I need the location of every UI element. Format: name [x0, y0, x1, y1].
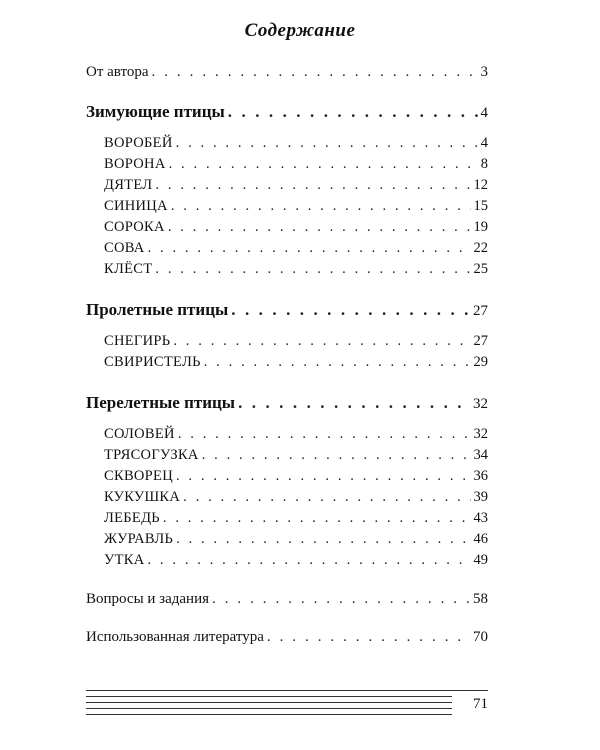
toc-item-label: ВОРОБЕЙ	[104, 135, 173, 151]
toc-item-label: УТКА	[104, 552, 145, 568]
dot-leader	[176, 468, 471, 485]
toc-item[interactable]	[86, 447, 488, 468]
toc-item-page: 19	[473, 219, 488, 235]
toc-item[interactable]	[86, 333, 488, 354]
toc-item-page: 27	[473, 333, 488, 349]
dot-leader	[204, 354, 471, 371]
toc-section-label: Зимующие птицы	[86, 102, 225, 121]
dot-leader	[228, 102, 478, 122]
toc-item-page: 22	[473, 240, 488, 256]
toc-item-label: СНЕГИРЬ	[104, 333, 171, 349]
dot-leader	[231, 300, 470, 320]
toc-section-page: 32	[473, 396, 488, 412]
toc-item-page: 36	[473, 468, 488, 484]
toc-entry-page: 70	[473, 629, 488, 645]
dot-leader	[152, 64, 478, 81]
dot-leader	[183, 489, 470, 506]
dot-leader	[163, 510, 471, 527]
toc-item[interactable]	[86, 552, 488, 573]
toc-item-label: ДЯТЕЛ	[104, 177, 153, 193]
toc-entry-author[interactable]	[86, 64, 488, 85]
toc-item-label: СОРОКА	[104, 219, 165, 235]
toc-item[interactable]	[86, 510, 488, 531]
toc-entry-page: 58	[473, 591, 488, 607]
toc-item-label: КУКУШКА	[104, 489, 181, 505]
toc-item-page: 4	[480, 135, 488, 151]
toc-entry-label: Вопросы и задания	[86, 591, 209, 607]
dot-leader	[176, 135, 478, 152]
toc-entry-literature[interactable]	[86, 629, 488, 650]
dot-leader	[238, 393, 470, 413]
toc-entry-label: От автора	[86, 64, 149, 80]
toc-item[interactable]	[86, 354, 488, 375]
toc-item-label: КЛЁСТ	[104, 261, 153, 277]
toc-section-page: 4	[480, 105, 488, 121]
toc-item-page: 8	[480, 156, 488, 172]
toc-item[interactable]	[86, 426, 488, 447]
dot-leader	[148, 240, 471, 257]
toc-item-label: ЛЕБЕДЬ	[104, 510, 160, 526]
dot-leader	[155, 177, 470, 194]
toc-item-page: 32	[473, 426, 488, 442]
toc-item-label: ВОРОНА	[104, 156, 166, 172]
toc-entry-page: 3	[480, 64, 488, 80]
toc-item[interactable]	[86, 219, 488, 240]
toc-section-transit-birds[interactable]	[86, 300, 488, 324]
toc-item-page: 49	[473, 552, 488, 568]
dot-leader	[178, 426, 471, 443]
footer-rule-lines	[86, 690, 488, 720]
toc-entry-questions[interactable]	[86, 591, 488, 612]
dot-leader	[168, 219, 471, 236]
toc-item-page: 25	[473, 261, 488, 277]
dot-leader	[176, 531, 470, 548]
toc-item[interactable]	[86, 489, 488, 510]
dot-leader	[202, 447, 471, 464]
toc-section-migratory-birds[interactable]	[86, 393, 488, 417]
toc-item[interactable]	[86, 261, 488, 282]
toc-item[interactable]	[86, 468, 488, 489]
toc-section-label: Пролетные птицы	[86, 300, 229, 319]
dot-leader	[155, 261, 470, 278]
toc-item-page: 15	[473, 198, 488, 214]
toc-item-label: СКВОРЕЦ	[104, 468, 173, 484]
toc-entry-label: Использованная литература	[86, 629, 264, 645]
toc-item[interactable]	[86, 135, 488, 156]
dot-leader	[171, 198, 471, 215]
toc-item[interactable]	[86, 177, 488, 198]
dot-leader	[173, 333, 470, 350]
toc-item-page: 39	[473, 489, 488, 505]
toc-item[interactable]	[86, 240, 488, 261]
dot-leader	[169, 156, 478, 173]
toc-item-label: ТРЯСОГУЗКА	[104, 447, 199, 463]
toc-item-page: 29	[473, 354, 488, 370]
toc-item-label: СОВА	[104, 240, 145, 256]
toc-item[interactable]	[86, 156, 488, 177]
toc-item-page: 43	[473, 510, 488, 526]
dot-leader	[212, 591, 470, 608]
toc-item-page: 12	[473, 177, 488, 193]
page-number: 71	[473, 696, 488, 712]
table-of-contents	[86, 64, 488, 650]
page-title: Содержание	[244, 20, 356, 41]
toc-section-winter-birds[interactable]	[86, 102, 488, 126]
toc-item-label: ЖУРАВЛЬ	[104, 531, 174, 547]
toc-item-label: СИНИЦА	[104, 198, 168, 214]
toc-item[interactable]	[86, 198, 488, 219]
toc-item-label: СОЛОВЕЙ	[104, 426, 175, 442]
dot-leader	[147, 552, 470, 569]
toc-section-page: 27	[473, 303, 488, 319]
toc-item-page: 46	[473, 531, 488, 547]
toc-item[interactable]	[86, 531, 488, 552]
toc-section-label: Перелетные птицы	[86, 393, 236, 412]
toc-item-page: 34	[473, 447, 488, 463]
dot-leader	[267, 629, 470, 646]
toc-item-label: СВИРИСТЕЛЬ	[104, 354, 201, 370]
